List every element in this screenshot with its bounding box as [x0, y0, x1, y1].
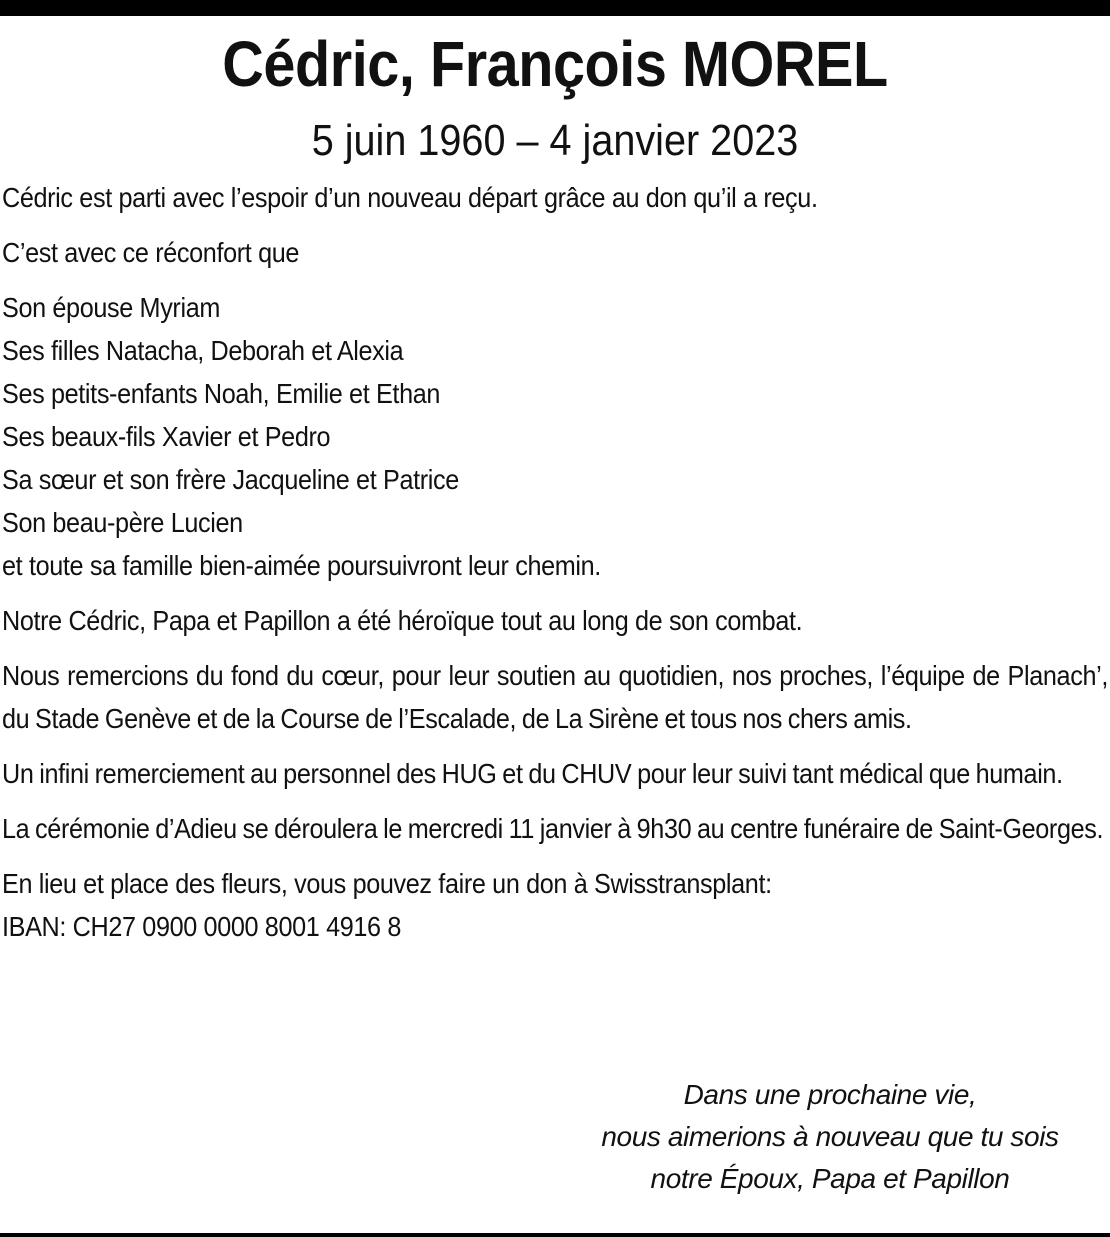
obituary-notice [0, 16, 1110, 948]
intro-comfort-line: C’est avec ce réconfort que [2, 237, 300, 268]
family-member-line: Ses beaux-fils Xavier et Pedro [2, 421, 331, 452]
family-member-line: Sa sœur et son frère Jacqueline et Patrice [2, 464, 459, 495]
intro-line: Cédric est parti avec l’espoir d’un nouveau départ grâce au don qu’il a reçu. [2, 182, 818, 213]
bottom-rule [0, 1233, 1110, 1237]
family-member-line: Ses filles Natacha, Deborah et Alexia [2, 335, 404, 366]
closing-verse [550, 1074, 1110, 1200]
closing-verse-line: Dans une prochaine vie, [683, 1079, 977, 1110]
family-list [2, 286, 1108, 587]
donation-text: En lieu et place des fleurs, vous pouvez faire un don à Swisstransplant: [2, 868, 772, 899]
family-member-line: Ses petits-enfants Noah, Emilie et Ethan [2, 378, 441, 409]
deceased-name: Cédric, François MOREL [222, 28, 888, 100]
closing-verse-line: nous aimerions à nouveau que tu sois [601, 1121, 1059, 1152]
thanks-paragraph: Nous remercions du fond du cœur, pour leur soutien au quotidien, nos proches, l’équipe de Planach’, du Stade Genève et de la Course de l’Escalade, de La Sirène et tous nos chers amis. [2, 660, 1108, 734]
top-rule [0, 0, 1110, 16]
ceremony-paragraph: La cérémonie d’Adieu se déroulera le mercredi 11 janvier à 9h30 au centre funéraire de Saint-Georges. [2, 813, 1104, 844]
iban: IBAN: CH27 0900 0000 8001 4916 8 [2, 911, 401, 942]
closing-verse-line: notre Époux, Papa et Papillon [650, 1163, 1010, 1194]
family-member-line: Son beau-père Lucien [2, 507, 243, 538]
donation-block [2, 862, 1108, 948]
family-member-line: Son épouse Myriam [2, 292, 220, 323]
medical-thanks-paragraph: Un infini remerciement au personnel des HUG et du CHUV pour leur suivi tant médical que humain. [2, 758, 1063, 789]
family-member-line: et toute sa famille bien-aimée poursuivront leur chemin. [2, 550, 601, 581]
tribute-paragraph: Notre Cédric, Papa et Papillon a été héroïque tout au long de son combat. [2, 605, 803, 636]
life-dates: 5 juin 1960 – 4 janvier 2023 [311, 116, 799, 165]
